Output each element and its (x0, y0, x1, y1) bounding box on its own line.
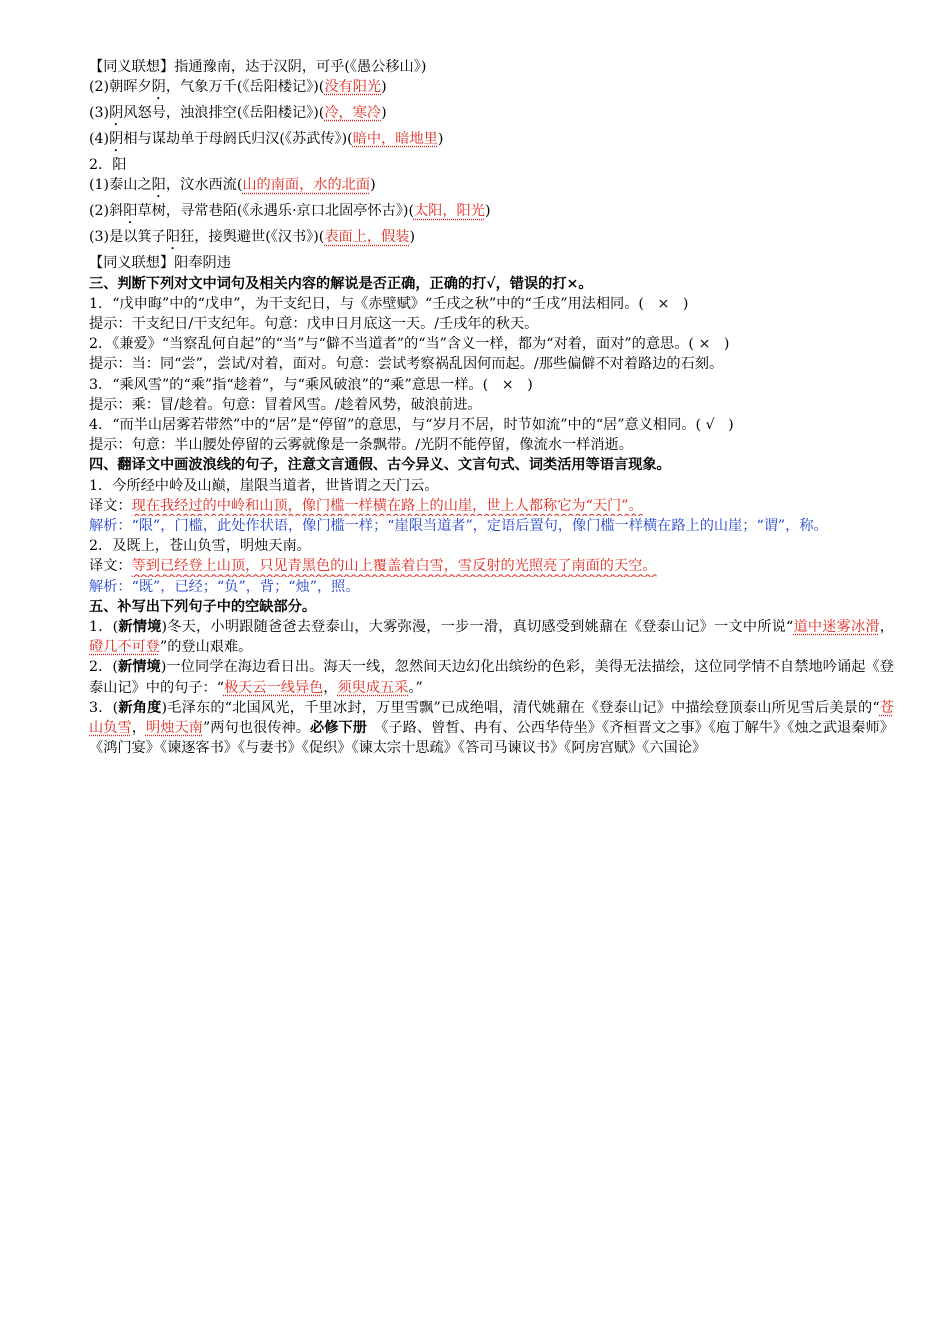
judge-item-2: 2．《兼爱》“当察乱何自起”的“当”与“僻不当道者”的“当”含义一样，都为“对着，面对”的意思。( × ) (89, 336, 730, 353)
judge-item-3: 3．“乘风雪”的“乘”指“趁着”，与“乘风破浪”的“乘”意思一样。( × ) (89, 376, 533, 393)
answer: 道中迷雾冰滑 (793, 619, 880, 636)
judge-mark: √ (705, 417, 715, 434)
item-yin-4: (4)阴相与谋劫单于母阏氏归汉(《苏武传》)(暗中，暗地里) (89, 131, 444, 148)
translate-item-1: 1．今所经中岭及山巅，崖限当道者，世皆谓之天门云。 (89, 477, 439, 494)
answer: 冷，寒冷 (324, 105, 382, 122)
textbook-heading: 必修下册 (309, 720, 367, 737)
judge-item-4: 4．“而半山居雾若带然”中的“居”是“停留”的意思，与“岁月不居，时节如流”中的“居”意义相同。( √ ) (89, 417, 734, 434)
fill-item-1: 1．(新情境)冬天，小明跟随爸爸去登泰山，大雾弥漫，一步一滑，真切感受到姚鼐在《登泰山记》一文中所说“道中迷雾冰滑，磴几不可登”的登山艰难。 (89, 619, 894, 656)
answer: 表面上，假装 (324, 229, 410, 246)
analysis-2: 解析：“既”，已经；“负”，背；“烛”，照。 (89, 578, 360, 595)
item-yin-2: (2)朝晖夕阴，气象万千(《岳阳楼记》)(没有阳光) (89, 79, 387, 96)
answer: 磴几不可登 (89, 639, 160, 656)
hint-2: 提示：当：同“尝”，尝试/对着，面对。句意：尝试考察祸乱因何而起。/那些偏僻不对着路边的石刻。 (89, 356, 724, 373)
synonym-note-yin: 【同义联想】指通豫南，达于汉阴，可乎(《愚公移山》) (89, 59, 427, 75)
section-5-heading: 五、补写出下列句子中的空缺部分。 (89, 598, 317, 615)
heading-yang: 2．阳 (89, 157, 127, 174)
answer: 极天云一线异色 (223, 679, 324, 696)
section-3-heading: 三、判断下列对文中词句及相关内容的解说是否正确，正确的打√，错误的打×。 (89, 275, 593, 292)
item-yang-2: (2)斜阳草树，寻常巷陌(《永遇乐·京口北固亭怀古》)(太阳，阳光) (89, 203, 491, 220)
answer: 没有阳光 (324, 79, 382, 96)
synonym-note-yang: 【同义联想】阳奉阴违 (89, 255, 231, 272)
item-yin-3: (3)阴风怒号，浊浪排空(《岳阳楼记》)(冷，寒冷) (89, 105, 387, 122)
answer: 山的南面，水的北面 (242, 177, 371, 194)
answer: 暗中，暗地里 (352, 131, 438, 148)
textbook-list: 《子路、曾皙、冉有、公西华侍坐》《齐桓晋文之事》《庖丁解牛》《烛之武退秦师》《鸿门宴》《谏逐客书》《与妻书》《促织》《谏太宗十思疏》《答司马谏议书》《阿房宫赋》《六国论》 (89, 720, 894, 757)
answer: 苍山负雪 (89, 699, 894, 737)
document-body (58, 57, 894, 758)
judge-mark: × (501, 376, 514, 393)
hint-1: 提示：干支纪日/干支纪年。句意：戊申日月底这一天。/壬戌年的秋天。 (89, 316, 539, 333)
translation-2: 译文：等到已经登上山顶，只见青黑色的山上覆盖着白雪，雪反射的光照亮了南面的天空。 (89, 558, 657, 575)
fill-item-2: 2．(新情境)一位同学在海边看日出。海天一线，忽然间天边幻化出缤纷的色彩，美得无法描绘，这位同学情不自禁地吟诵起《登泰山记》中的句子：“极天云一线异色，须臾成五采。” (89, 659, 894, 696)
answer: 太阳，阳光 (413, 203, 485, 220)
translate-item-2: 2．及既上，苍山负雪，明烛天南。 (89, 538, 311, 555)
answer: 须臾成五采 (337, 679, 409, 696)
hint-4: 提示：句意：半山腰处停留的云雾就像是一条飘带。/光阴不能停留，像流水一样消逝。 (89, 437, 633, 454)
translation-1: 译文：现在我经过的中岭和山顶，像门槛一样横在路上的山崖，世上人都称它为“天门”。 (89, 497, 643, 514)
fill-item-3: 3．(新角度)毛泽东的“北国风光，千里冰封，万里雪飘”已成绝唱，清代姚鼐在《登泰山记》中描绘登顶泰山所见雪后美景的“苍山负雪，明烛天南”两句也很传神。必修下册 《子路、曾皙、冉有、公西华侍坐》《齐桓晋文之事》《庖丁解牛》《烛之武退秦师》《鸿门宴》《谏逐客书》《与妻书》《促织》《谏太宗十思疏》《答司马谏议书》《阿房宫赋》《六国论》 (89, 699, 894, 757)
judge-mark: × (698, 336, 711, 353)
analysis-1: 解析：“限”，门槛，此处作状语，像门槛一样；“崖限当道者”，定语后置句，像门槛一样横在路上的山崖；“谓”，称。 (89, 518, 828, 535)
judge-mark: × (657, 295, 670, 312)
section-4-heading: 四、翻译文中画波浪线的句子，注意文言通假、古今异义、文言句式、词类活用等语言现象。 (89, 457, 671, 474)
item-yang-1: (1)泰山之阳，汶水西流(山的南面，水的北面) (89, 177, 376, 194)
hint-3: 提示：乘：冒/趁着。句意：冒着风雪。/趁着风势，破浪前进。 (89, 396, 482, 413)
judge-item-1: 1．“戊申晦”中的“戊申”，为干支纪日，与《赤壁赋》“壬戌之秋”中的“壬戌”用法相同。( × ) (89, 295, 689, 312)
answer: 明烛天南 (145, 720, 203, 737)
item-yang-3: (3)是以箕子阳狂，接舆避世(《汉书》)(表面上，假装) (89, 229, 416, 246)
